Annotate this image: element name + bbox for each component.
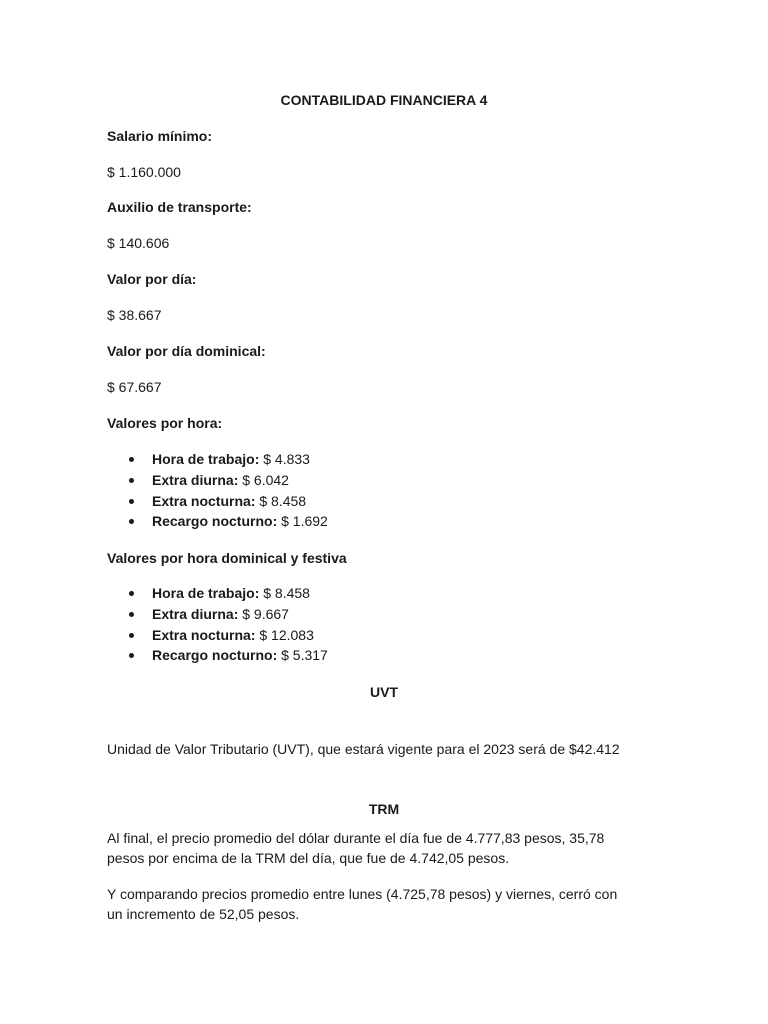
salario-label: Salario mínimo: [107,128,213,144]
bullet-icon [129,457,134,462]
bullet-icon [129,478,134,483]
list-item [107,647,328,668]
valores-hora-label: Valores por hora: [107,415,223,431]
trm-paragraph-1-line-2: pesos por encima de la TRM del día, que fue de 4.742,05 pesos. [107,850,510,866]
list-item [107,472,328,493]
auxilio-value: $ 140.606 [107,235,170,251]
list-item [107,513,328,534]
trm-paragraph-1-line-1: Al final, el precio promedio del dólar durante el día fue de 4.777,83 pesos, 35,78 [107,830,605,846]
list-item [107,585,328,606]
auxilio-label: Auxilio de transporte: [107,199,252,215]
uvt-heading: UVT [370,684,398,700]
bullet-icon [129,519,134,524]
bullet-icon [129,612,134,617]
trm-heading: TRM [368,801,400,817]
valor-dominical-label: Valor por día dominical: [107,343,266,359]
item-name: Extra diurna: [152,605,239,622]
valor-dia-value: $ 38.667 [107,307,162,323]
item-value: $ 5.317 [277,647,328,664]
list-item [107,493,328,514]
item-name: Hora de trabajo: [152,451,260,467]
item-name: Extra nocturna: [152,492,256,509]
item-value: $ 8.458 [259,585,310,601]
item-value: $ 1.692 [277,513,328,530]
bullet-icon [129,591,134,596]
bullet-icon [129,633,134,638]
valor-dia-label: Valor por día: [107,271,197,287]
item-value: $ 4.833 [259,451,310,467]
valores-festiva-label: Valores por hora dominical y festiva [107,550,347,566]
item-value: $ 8.458 [255,492,307,509]
valores-hora-list [107,451,328,534]
item-name: Recargo nocturno: [152,513,278,530]
item-value: $ 6.042 [238,471,289,488]
item-value: $ 9.667 [238,605,289,622]
page-title: CONTABILIDAD FINANCIERA 4 [280,92,488,108]
bullet-icon [129,653,134,658]
item-name: Extra diurna: [152,471,239,488]
bullet-icon [129,499,134,504]
trm-paragraph-2-line-2: un incremento de 52,05 pesos. [107,906,300,922]
list-item [107,451,328,472]
trm-paragraph-2-line-1: Y comparando precios promedio entre lunes (4.725,78 pesos) y viernes, cerró con [107,886,618,902]
valor-dominical-value: $ 67.667 [107,379,162,395]
valores-festiva-list [107,585,328,668]
uvt-text: Unidad de Valor Tributario (UVT), que estará vigente para el 2023 será de $42.412 [107,741,620,757]
item-name: Hora de trabajo: [152,585,260,601]
item-value: $ 12.083 [255,626,314,643]
item-name: Extra nocturna: [152,626,256,643]
list-item [107,627,328,648]
list-item [107,606,328,627]
item-name: Recargo nocturno: [152,647,278,664]
salario-value: $ 1.160.000 [107,164,181,180]
